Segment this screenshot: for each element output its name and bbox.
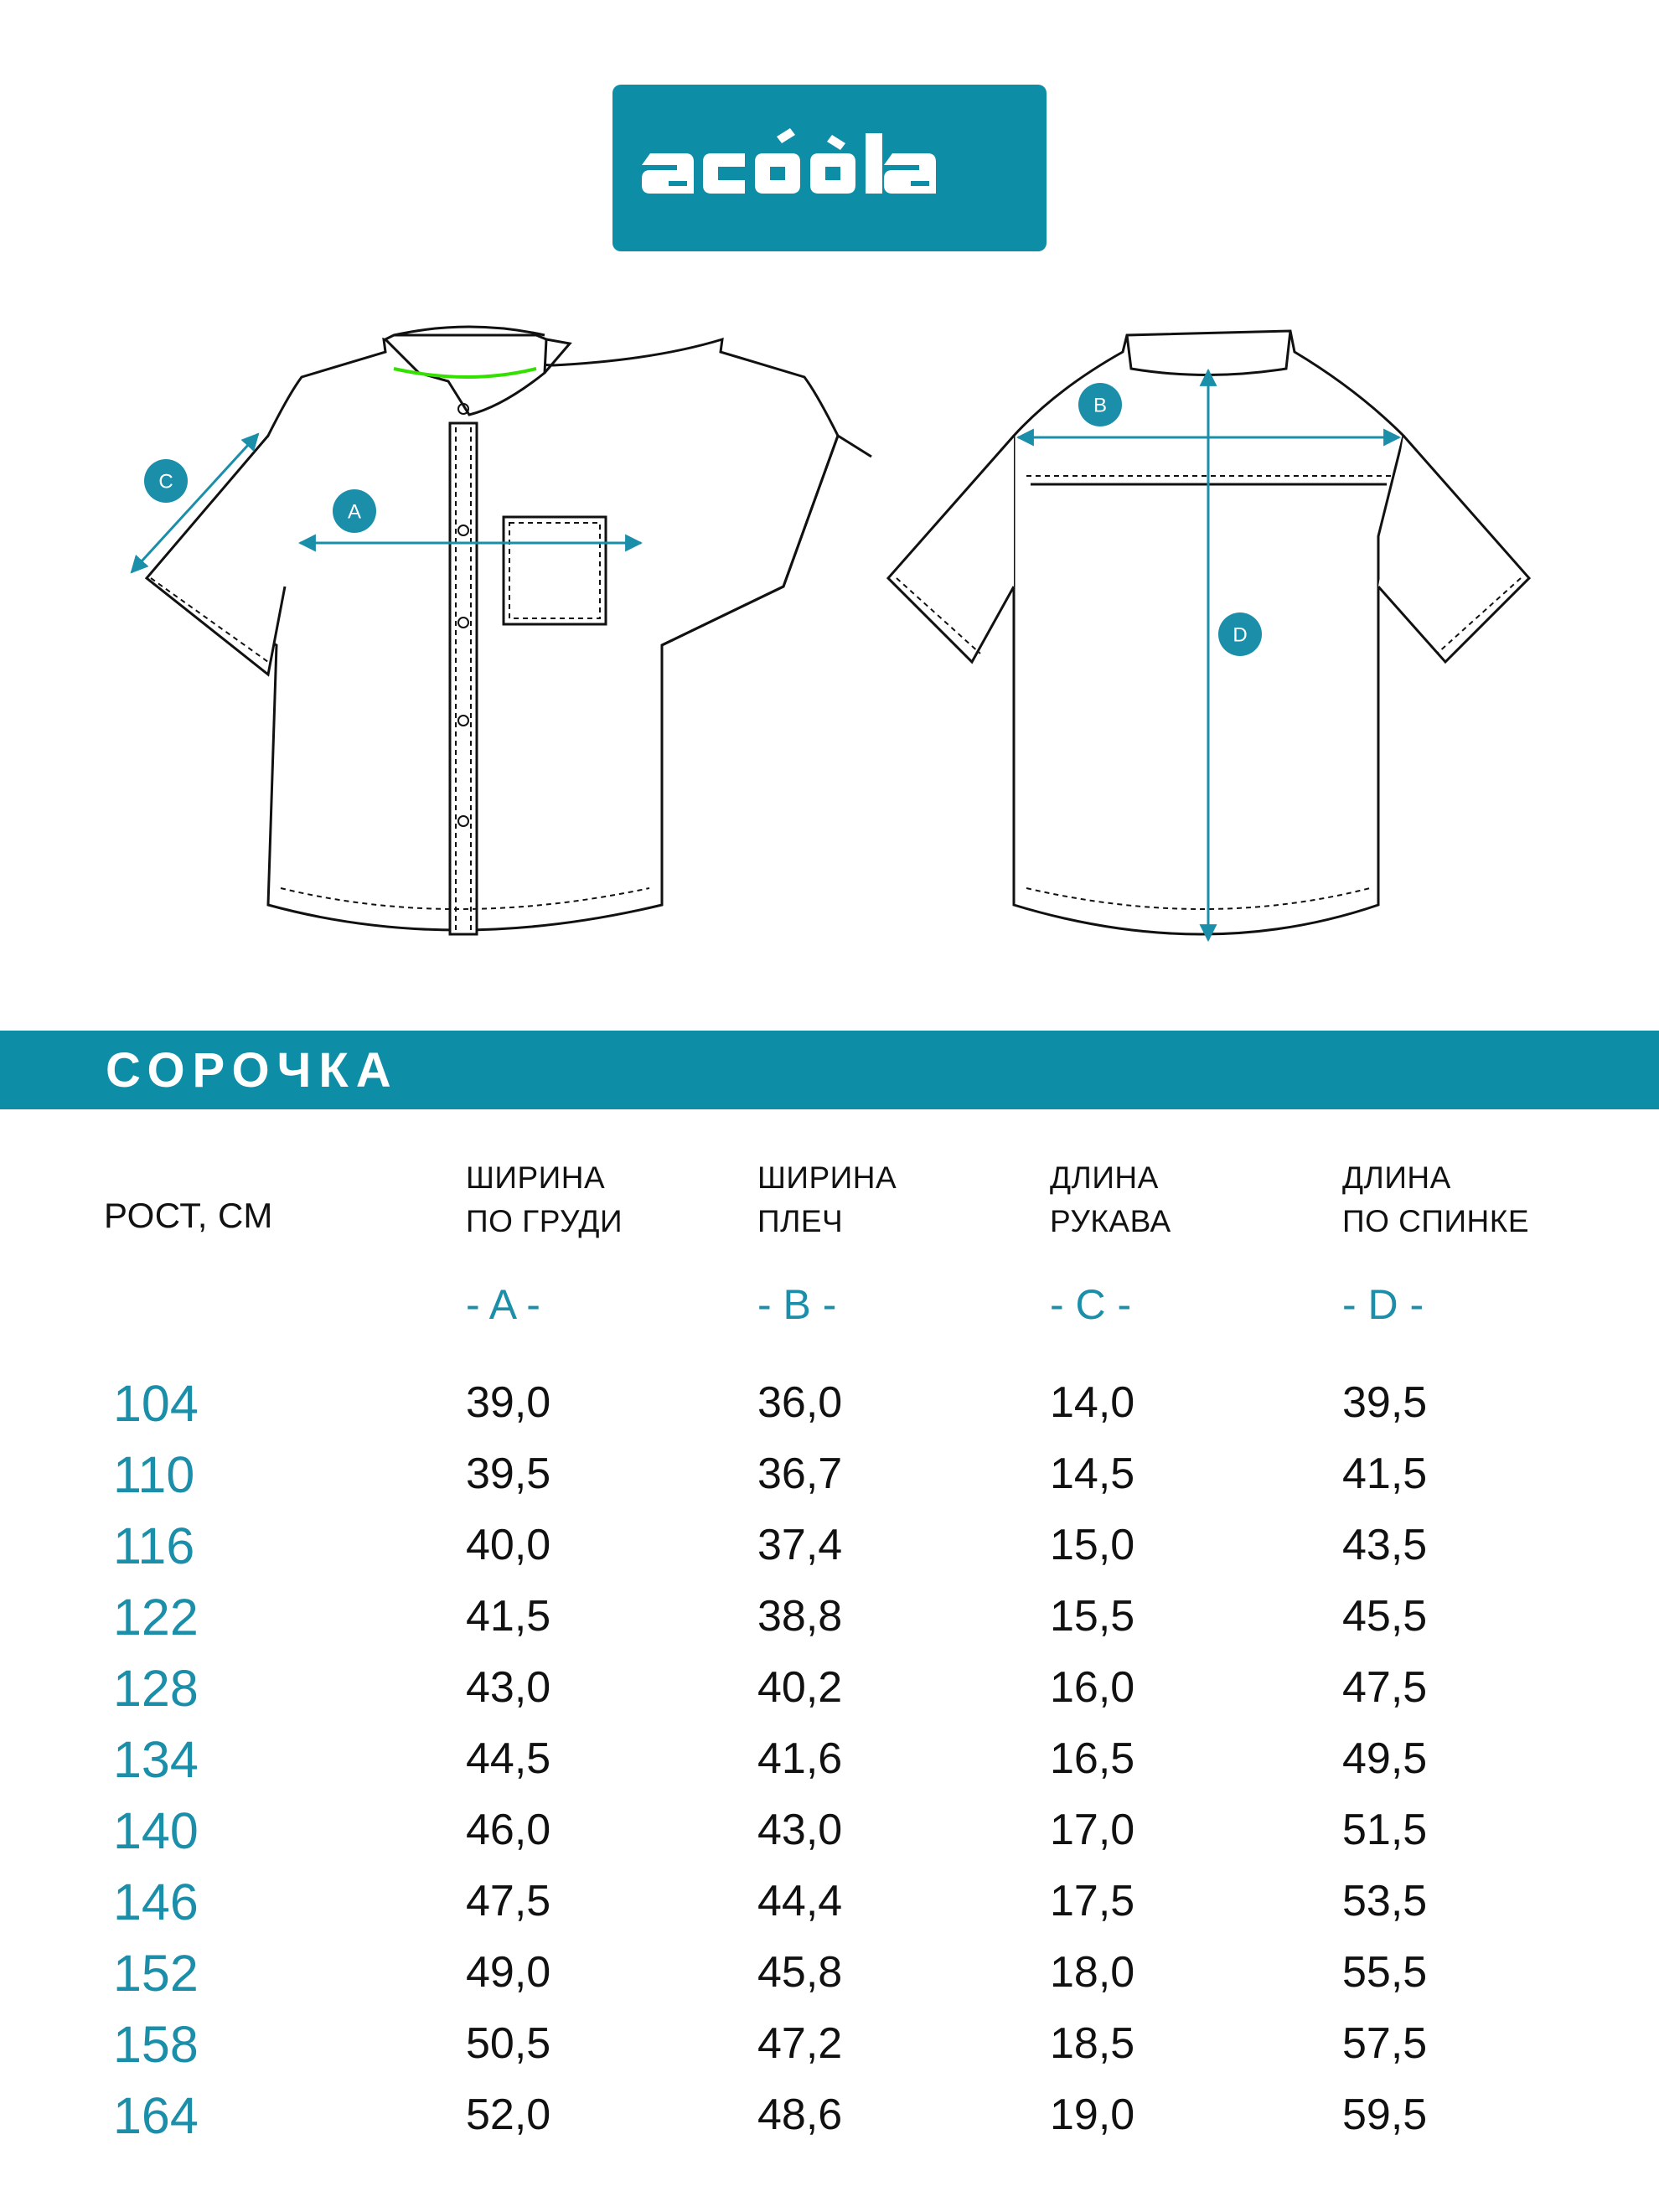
row-height: 104 [113, 1375, 199, 1432]
row-height: 110 [113, 1446, 195, 1503]
shirt-front-outline [147, 327, 871, 930]
shirt-diagram [0, 0, 1659, 1005]
column-letter-c: - C - [1050, 1281, 1132, 1328]
cell-b: 43,0 [757, 1806, 843, 1854]
column-letter-b: - B - [757, 1281, 837, 1328]
marker-b: B [1093, 394, 1108, 417]
cell-b: 44,4 [757, 1877, 843, 1925]
cell-c: 17,5 [1050, 1877, 1135, 1925]
cell-a: 49,0 [466, 1948, 551, 1997]
cell-d: 55,5 [1342, 1948, 1428, 1997]
cell-d: 57,5 [1342, 2019, 1428, 2068]
cell-b: 45,8 [757, 1948, 843, 1997]
cell-a: 50,5 [466, 2019, 551, 2068]
column-letter-d: - D - [1342, 1281, 1424, 1328]
cell-c: 18,5 [1050, 2019, 1135, 2068]
cell-d: 43,5 [1342, 1521, 1428, 1569]
cell-b: 48,6 [757, 2091, 843, 2139]
cell-a: 46,0 [466, 1806, 551, 1854]
cell-b: 36,7 [757, 1450, 843, 1498]
cell-c: 16,5 [1050, 1734, 1135, 1783]
row-height: 116 [113, 1517, 195, 1574]
cell-a: 43,0 [466, 1663, 551, 1712]
cell-a: 52,0 [466, 2091, 551, 2139]
cell-c: 18,0 [1050, 1948, 1135, 1997]
marker-d: D [1233, 623, 1248, 647]
cell-d: 45,5 [1342, 1592, 1428, 1641]
cell-b: 38,8 [757, 1592, 843, 1641]
cell-d: 47,5 [1342, 1663, 1428, 1712]
row-header: РОСТ, СМ [104, 1196, 273, 1235]
row-height: 158 [113, 2016, 199, 2073]
cell-a: 40,0 [466, 1521, 551, 1569]
cell-b: 47,2 [757, 2019, 843, 2068]
column-header-b: ШИРИНА ПЛЕЧ [757, 1160, 897, 1238]
cell-c: 14,5 [1050, 1450, 1135, 1498]
cell-c: 16,0 [1050, 1663, 1135, 1712]
cell-d: 53,5 [1342, 1877, 1428, 1925]
cell-c: 19,0 [1050, 2091, 1135, 2139]
column-header-c: ДЛИНА РУКАВА [1050, 1160, 1171, 1238]
column-header-a: ШИРИНА ПО ГРУДИ [466, 1160, 623, 1238]
cell-c: 15,0 [1050, 1521, 1135, 1569]
cell-b: 36,0 [757, 1378, 843, 1427]
cell-a: 41,5 [466, 1592, 551, 1641]
cell-a: 44,5 [466, 1734, 551, 1783]
marker-a: A [347, 500, 362, 524]
row-height: 164 [113, 2087, 199, 2144]
cell-d: 49,5 [1342, 1734, 1428, 1783]
cell-d: 41,5 [1342, 1450, 1428, 1498]
cell-c: 15,5 [1050, 1592, 1135, 1641]
cell-a: 39,5 [466, 1450, 551, 1498]
row-height: 122 [113, 1589, 199, 1646]
column-letter-a: - A - [466, 1281, 540, 1328]
column-header-d: ДЛИНА ПО СПИНКЕ [1342, 1160, 1530, 1238]
row-height: 140 [113, 1802, 199, 1859]
cell-d: 59,5 [1342, 2091, 1428, 2139]
section-title-bar [0, 1031, 1659, 1109]
cell-d: 39,5 [1342, 1378, 1428, 1427]
row-height: 134 [113, 1731, 199, 1788]
marker-c: C [158, 470, 173, 494]
row-height: 146 [113, 1873, 199, 1930]
cell-d: 51,5 [1342, 1806, 1428, 1854]
cell-b: 40,2 [757, 1663, 843, 1712]
row-height: 128 [113, 1660, 199, 1717]
cell-a: 47,5 [466, 1877, 551, 1925]
cell-c: 17,0 [1050, 1806, 1135, 1854]
cell-b: 41,6 [757, 1734, 843, 1783]
row-height: 152 [113, 1945, 199, 2002]
cell-a: 39,0 [466, 1378, 551, 1427]
section-title: СОРОЧКА [106, 1043, 399, 1098]
cell-b: 37,4 [757, 1521, 843, 1569]
cell-c: 14,0 [1050, 1378, 1135, 1427]
